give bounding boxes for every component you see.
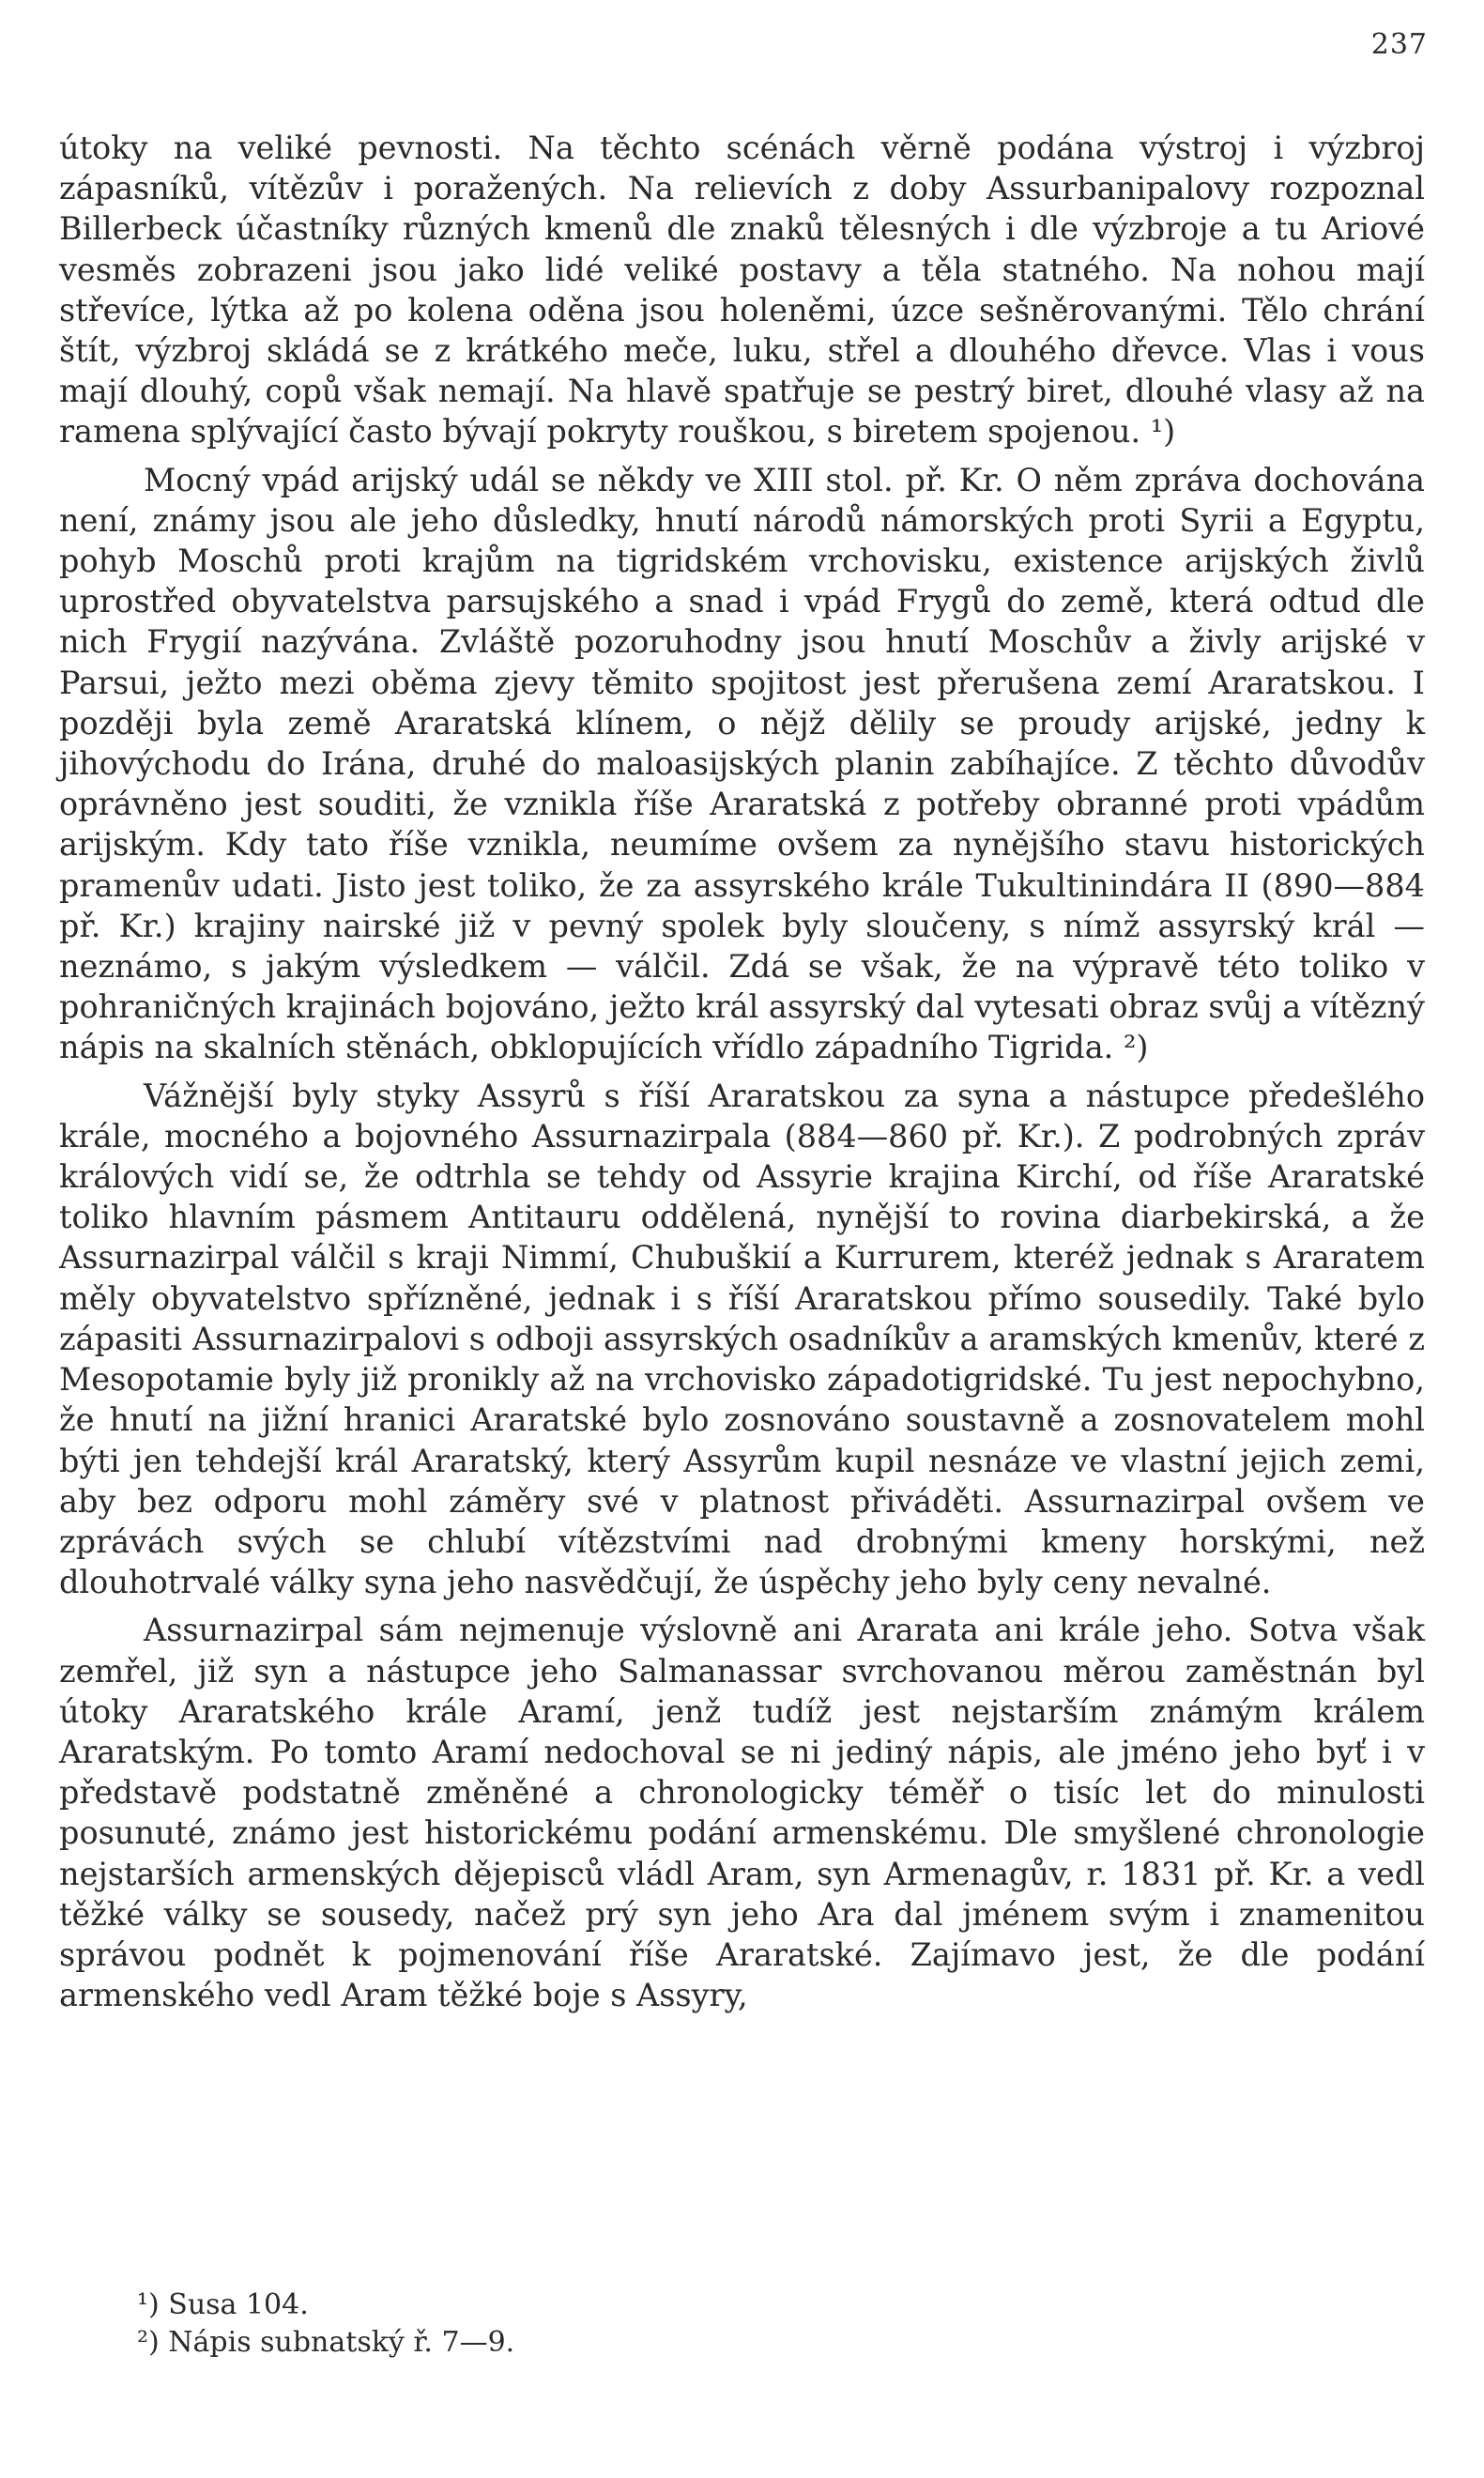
paragraph-4: Assurnazirpal sám nejmenuje výslovně ani Ararata ani krále jeho. Sotva však zemřel, již syn a nástupce jeho Salmanassar svrchovanou měrou zaměstnán byl útoky Araratského krále Aramí, jenž tudíž jest nejstarším známým králem Araratským. Po tomto Aramí nedochoval se ni jediný nápis, ale jméno jeho byť i v představě podstatně změněné a chronologicky téměř o tisíc let do minulosti posunuté, známo jest historickému podání armenskému. Dle smyšlené chronologie nejstarších armenských dějepisců vládl Aram, syn Armenagův, r. 1831 př. Kr. a vedl těžké války se sousedy, načež prý syn jeho Ara dal jménem svým i znamenitou správou podnět k pojmenování říše Araratské. Zajímavo jest, že dle podání armenského vedl Aram těžké boje s Assyry, <box>59 1612 1425 2014</box>
paragraph-2: Mocný vpád arijský udál se někdy ve XIII stol. př. Kr. O něm zpráva dochována není, známy jsou ale jeho důsledky, hnutí národů námorských proti Syrii a Egyptu, pohyb Moschů proti krajům na tigridském vrchovisku, existence arijských živlů uprostřed obyvatelstva parsujského a snad i vpád Frygů do země, která odtud dle nich Frygií nazývána. Zvláště pozoruhodny jsou hnutí Moschův a živly arijské v Parsui, ježto mezi oběma zjevy těmito spojitost jest přerušena zemí Araratskou. I později byla země Araratská klínem, o nějž dělily se proudy arijské, jedny k jihovýchodu do Irána, druhé do maloasijských planin zabíhajíce. Z těchto důvodův oprávněno jest souditi, že vznikla říše Araratská z potřeby obranné proti vpádům arijským. Kdy tato říše vznikla, neumíme ovšem za nynějšího stavu historických pramenův udati. Jisto jest toliko, že za assyrského krále Tukultinindára II (890—884 př. Kr.) krajiny nairské již v pevný spolek byly sloučeny, s nímž assyrský král — neznámo, s jakým výsledkem — válčil. Zdá se však, že na výpravě této toliko v pohraničných krajinách bojováno, ježto král assyrský dal vytesati obraz svůj a vítězný nápis na skalních stěnách, obklopujících vřídlo západního Tigrida. ²) <box>59 461 1425 1066</box>
page-number: 237 <box>1370 28 1428 61</box>
footnote-1: ¹) Susa 104. <box>137 2288 309 2321</box>
paragraph-3: Vážnější byly styky Assyrů s říší Araratskou za syna a nástupce předešlého krále, mocného a bojovného Assurnazirpala (884—860 př. Kr.). Z podrobných zpráv králových vidí se, že odtrhla se tehdy od Assyrie krajina Kirchí, od říše Araratské toliko hlavním pásmem Antitauru oddělená, nynější to rovina diarbekirská, a že Assurnazirpal válčil s kraji Nimmí, Chubuškií a Kurrurem, kteréž jednak s Araratem měly obyvatelstvo spřízněné, jednak i s říší Araratskou přímo sousedily. Také bylo zápasiti Assurnazirpalovi s odboji assyrských osadníkův a aramských kmenův, které z Mesopotamie byly již pronikly až na vrchovisko západotigridské. Tu jest nepochybno, že hnutí na jižní hranici Araratské bylo zosnováno soustavně a zosnovatelem mohl býti jen tehdejší král Araratský, který Assyrům kupil nesnáze ve vlastní jejich zemi, aby bez odporu mohl záměry své v platnost přiváděti. Assurnazirpal ovšem ve zprávách svých se chlubí vítězstvími nad drobnými kmeny horskými, než dlouhotrvalé války syna jeho nasvědčují, že úspěchy jeho byly ceny nevalné. <box>59 1077 1425 1601</box>
paragraph-1: útoky na veliké pevnosti. Na těchto scénách věrně podána výstroj i výzbroj zápasníků, vítězův i poražených. Na relievích z doby Assurbanipalovy rozpoznal Billerbeck účastníky různých kmenů dle znaků tělesných i dle výzbroje a tu Ariové vesměs zobrazeni jsou jako lidé veliké postavy a těla statného. Na nohou mají střevíce, lýtka až po kolena oděna jsou holeněmi, úzce sešněrovanými. Tělo chrání štít, výzbroj skládá se z krátkého meče, luku, střel a dlouhého dřevce. Vlas i vous mají dlouhý, copů však nemají. Na hlavě spatřuje se pestrý biret, dlouhé vlasy až na ramena splývající často bývají pokryty rouškou, s biretem spojenou. ¹) <box>59 130 1425 451</box>
footnotes <box>137 2287 514 2362</box>
body-text <box>59 128 1425 2015</box>
footnote-2: ²) Nápis subnatský ř. 7—9. <box>137 2326 515 2359</box>
